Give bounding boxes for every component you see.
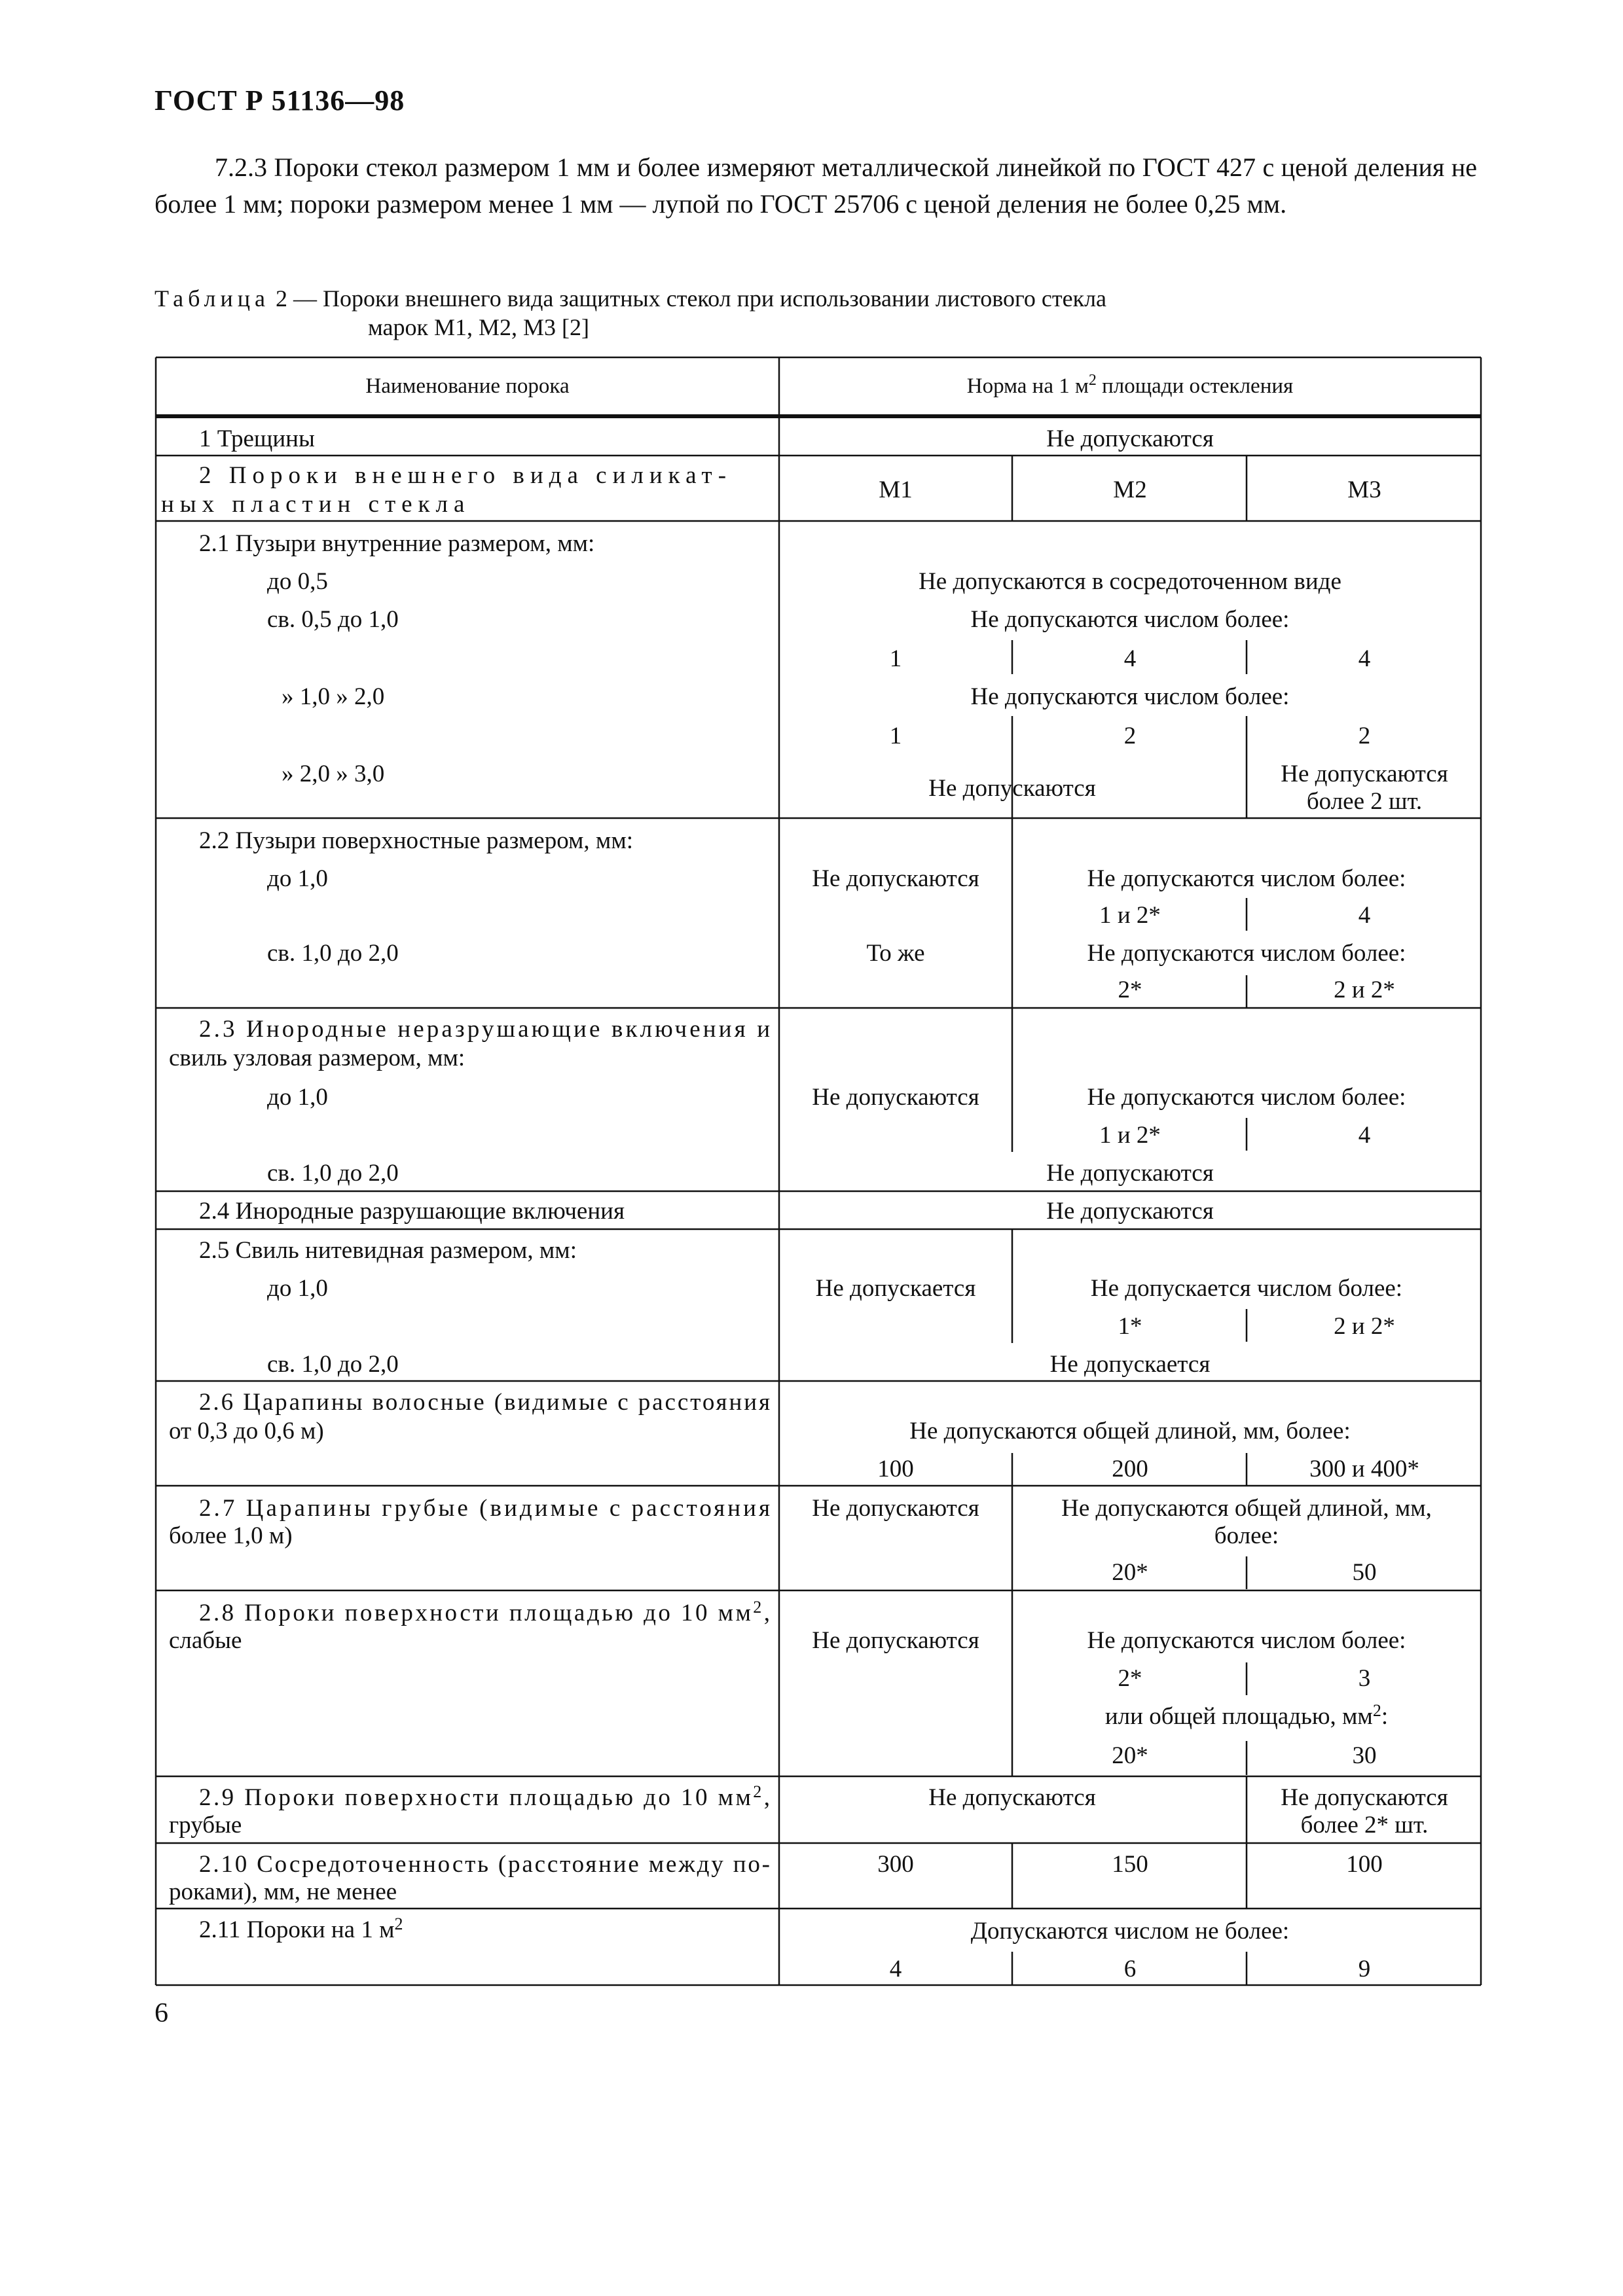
row21-v2-m3: 4	[1358, 645, 1371, 672]
row25-m1: Не допускается	[815, 1275, 976, 1302]
row25-v1-m2: 1*	[1118, 1313, 1142, 1340]
page-number: 6	[155, 1998, 168, 2028]
row21-norm4-m3a: Не допускаются	[1281, 761, 1448, 787]
row1-name: 1 Трещины	[199, 425, 315, 452]
row28-v2-m2: 20*	[1112, 1742, 1148, 1769]
row22-v2-m3: 2 и 2*	[1334, 977, 1395, 1003]
row2-name-line2: ных пластин стекла	[161, 491, 471, 518]
row-2-5	[199, 1237, 1402, 1378]
row29-m3-a: Не допускаются	[1281, 1784, 1448, 1811]
row26-name-line2: от 0,3 до 0,6 м)	[169, 1418, 324, 1444]
row28-v1-m2: 2*	[1118, 1665, 1142, 1692]
row23-v1-m3: 4	[1358, 1122, 1371, 1149]
col-header-norm-sup: 2	[1088, 372, 1097, 389]
row29-name-line1-b: ,	[763, 1784, 770, 1811]
row29-m12: Не допускаются	[928, 1784, 1096, 1811]
row24-name: 2.4 Инородные разрушающие включения	[199, 1198, 625, 1225]
row22-v1-m2: 1 и 2*	[1099, 902, 1161, 929]
row21-size4: » 2,0 » 3,0	[282, 761, 385, 787]
row21-size2: св. 0,5 до 1,0	[267, 606, 399, 633]
row211-name-a: 2.11 Пороки на 1 м	[199, 1916, 395, 1943]
row21-v2-m2: 4	[1123, 645, 1137, 672]
row-2-8	[169, 1598, 1406, 1769]
row28-m1: Не допускаются	[812, 1627, 979, 1654]
row22-m1-a: Не допускаются	[812, 865, 979, 892]
row26-norm: Не допускаются общей длиной, мм, более:	[909, 1418, 1351, 1444]
row-2-10	[169, 1851, 1383, 1905]
row23-norm2: Не допускаются	[1046, 1160, 1214, 1187]
row21-norm2: Не допускаются числом более:	[970, 606, 1290, 633]
row29-name-line2: грубые	[169, 1812, 242, 1839]
row21-v3-m1: 1	[889, 723, 902, 749]
row27-norm-a: Не допускаются общей длиной, мм,	[1061, 1495, 1432, 1522]
row21-v3-m2: 2	[1123, 723, 1137, 749]
col-header-norm	[967, 372, 1293, 398]
row211-norm: Допускаются числом не более:	[970, 1918, 1290, 1945]
row26-v-m2: 200	[1112, 1456, 1148, 1482]
row25-norm1: Не допускается числом более:	[1090, 1275, 1403, 1302]
row28-name-line1-b: ,	[763, 1600, 770, 1626]
row211-name	[199, 1914, 403, 1943]
row-2-11	[199, 1914, 1370, 1982]
row23-size1: до 1,0	[267, 1084, 328, 1111]
row23-v1-m2: 1 и 2*	[1099, 1122, 1161, 1149]
row211-name-sup: 2	[394, 1914, 403, 1933]
row27-name-line1: 2.7 Царапины грубые (видимые с расстояния	[199, 1495, 770, 1522]
row25-norm2: Не допускается	[1049, 1351, 1211, 1378]
row27-m1: Не допускаются	[812, 1495, 979, 1522]
row21-size1: до 0,5	[267, 568, 328, 595]
row23-name-line2: свиль узловая размером, мм:	[169, 1045, 465, 1071]
row28-norm2-sup: 2	[1372, 1701, 1381, 1720]
row25-size2: св. 1,0 до 2,0	[267, 1351, 399, 1378]
row21-v2-m1: 1	[889, 645, 902, 672]
row211-v-m3: 9	[1358, 1956, 1371, 1982]
row210-v-m1: 300	[877, 1851, 914, 1878]
row-2-1	[199, 530, 1448, 815]
row23-size2: св. 1,0 до 2,0	[267, 1160, 399, 1187]
row28-name-line1-sup: 2	[753, 1598, 762, 1617]
col-header-norm-b: площади остекления	[1096, 374, 1294, 398]
row21-v3-m3: 2	[1358, 723, 1371, 749]
row21-size3: » 1,0 » 2,0	[282, 683, 385, 710]
row21-norm3: Не допускаются числом более:	[970, 683, 1290, 710]
row28-norm2	[1105, 1701, 1388, 1730]
row27-norm-b: более:	[1214, 1522, 1279, 1549]
caption-line2: марок М1, М2, М3 [2]	[368, 314, 590, 340]
document-header: ГОСТ Р 51136—98	[155, 84, 405, 117]
row22-size1: до 1,0	[267, 865, 328, 892]
row28-name-line1-a: 2.8 Пороки поверхности площадью до 10 мм	[199, 1600, 751, 1626]
row29-name-line1	[199, 1782, 770, 1811]
row-2-6	[169, 1389, 1419, 1482]
row26-name-line1: 2.6 Царапины волосные (видимые с расстояния	[199, 1389, 770, 1416]
row-2-2	[199, 827, 1406, 1003]
caption-label: Таблица	[155, 285, 270, 312]
grade-m3: М3	[1347, 476, 1381, 503]
caption-line1: 2 — Пороки внешнего вида защитных стекол при использовании листового стекла	[269, 285, 1107, 312]
grade-m1: М1	[879, 476, 913, 503]
row24-norm: Не допускаются	[1046, 1198, 1214, 1225]
paragraph-7-2-3: 7.2.3 Пороки стекол размером 1 мм и более измеряют металлической линейкой по ГОСТ 427 с ценой деления не более 1 мм; пороки размером менее 1 мм — лупой по ГОСТ 25706 с ценой деления не более 0,25 мм.	[155, 152, 1477, 219]
row28-name-line1	[199, 1598, 770, 1626]
row22-name: 2.2 Пузыри поверхностные размером, мм:	[199, 827, 634, 854]
row28-norm2-a: или общей площадью, мм	[1104, 1703, 1373, 1730]
row2-name-line1: 2 Пороки внешнего вида силикат-	[199, 462, 733, 489]
row28-name-line2: слабые	[169, 1627, 242, 1654]
row211-v-m2: 6	[1123, 1956, 1137, 1982]
row23-name-line1: 2.3 Инородные неразрушающие включения и	[199, 1016, 770, 1043]
row27-name-line2: более 1,0 м)	[169, 1522, 293, 1549]
row1-norm: Не допускаются	[1046, 425, 1214, 452]
row22-size2: св. 1,0 до 2,0	[267, 940, 399, 967]
row21-norm1: Не допускаются в сосредоточенном виде	[919, 568, 1341, 595]
row22-norm1: Не допускаются числом более:	[1087, 865, 1406, 892]
row22-norm2: Не допускаются числом более:	[1087, 940, 1406, 967]
row28-norm2-b: :	[1381, 1703, 1389, 1730]
row27-v-m3: 50	[1352, 1559, 1377, 1586]
row29-name-line1-a: 2.9 Пороки поверхности площадью до 10 мм	[199, 1784, 751, 1811]
row25-size1: до 1,0	[267, 1275, 328, 1302]
row21-norm4-m3b: более 2 шт.	[1306, 788, 1423, 815]
row26-v-m1: 100	[877, 1456, 914, 1482]
row210-name-line2: роками), мм, не менее	[169, 1878, 397, 1905]
row22-v2-m2: 2*	[1118, 977, 1142, 1003]
row28-v2-m3: 30	[1352, 1742, 1377, 1769]
row210-v-m2: 150	[1112, 1851, 1148, 1878]
row28-norm1: Не допускаются числом более:	[1087, 1627, 1406, 1654]
row21-name: 2.1 Пузыри внутренние размером, мм:	[199, 530, 595, 557]
row28-v1-m3: 3	[1358, 1665, 1371, 1692]
row-2-7	[169, 1495, 1432, 1586]
row-2-3	[169, 1016, 1406, 1187]
grade-m2: М2	[1113, 476, 1147, 503]
row23-m1: Не допускаются	[812, 1084, 979, 1111]
row210-v-m3: 100	[1346, 1851, 1383, 1878]
row25-v1-m3: 2 и 2*	[1334, 1313, 1395, 1340]
row211-v-m1: 4	[889, 1956, 902, 1982]
row21-norm4-m12: Не допускаются	[928, 775, 1096, 802]
row22-v1-m3: 4	[1358, 902, 1371, 929]
row27-v-m2: 20*	[1112, 1559, 1148, 1586]
row-2-9	[169, 1782, 1448, 1839]
col-header-norm-a: Норма на 1 м	[966, 374, 1089, 398]
row22-m1-b: То же	[866, 940, 925, 967]
row23-norm1: Не допускаются числом более:	[1087, 1084, 1406, 1111]
row29-name-line1-sup: 2	[753, 1782, 762, 1801]
row25-name: 2.5 Свиль нитевидная размером, мм:	[199, 1237, 577, 1264]
row29-m3-b: более 2* шт.	[1300, 1812, 1429, 1839]
col-header-name: Наименование порока	[365, 374, 570, 398]
row210-name-line1: 2.10 Сосредоточенность (расстояние между по-	[199, 1851, 770, 1878]
row26-v-m3: 300 и 400*	[1309, 1456, 1419, 1482]
